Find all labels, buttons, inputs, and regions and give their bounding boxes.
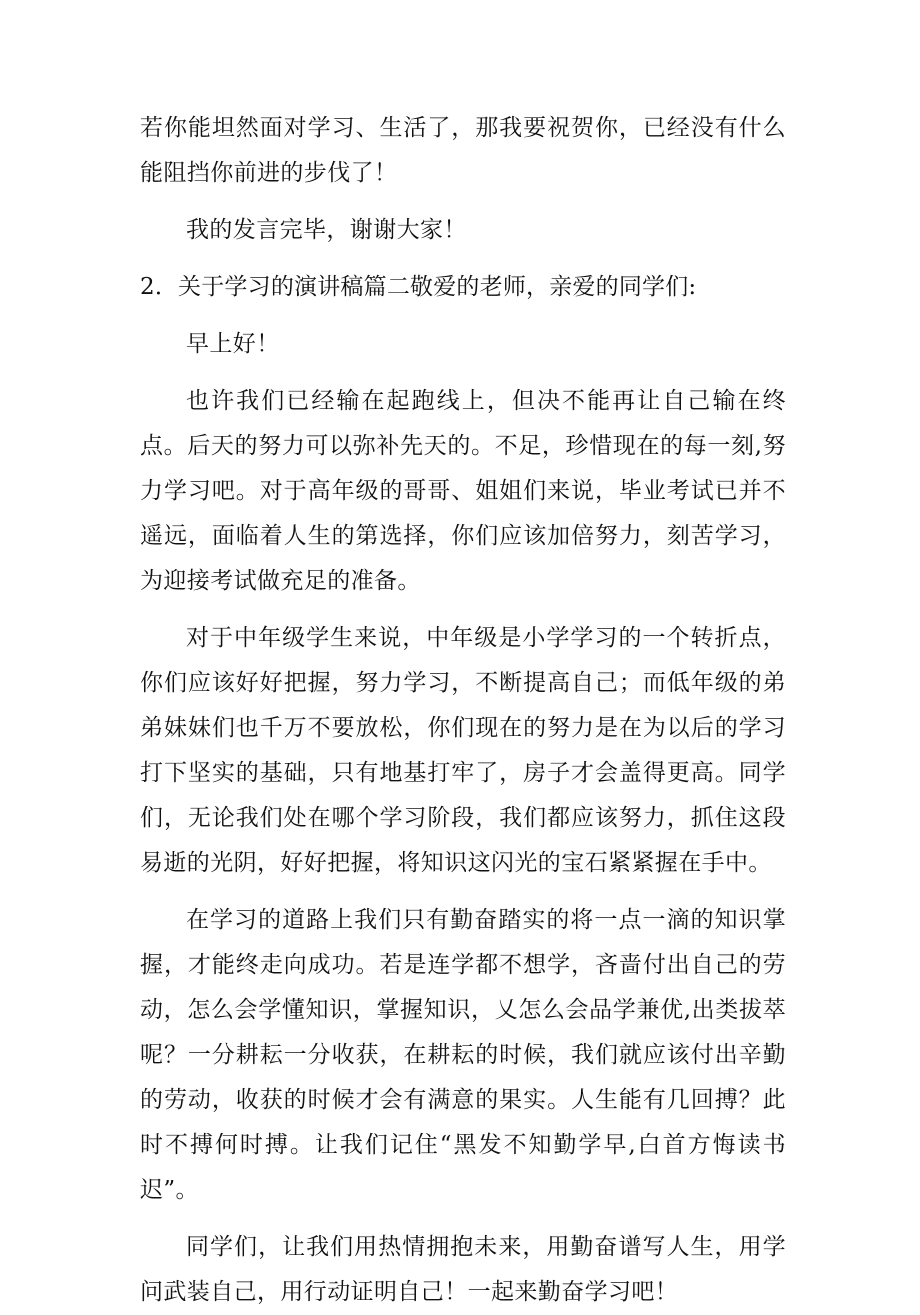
- section-heading: 2．关于学习的演讲稿篇二敬爱的老师，亲爱的同学们:: [140, 274, 697, 300]
- document-body: [140, 106, 786, 1315]
- paragraph-continuation: 若你能坦然面对学习、生活了，那我要祝贺你，已经没有什么能阻挡你前进的步伐了！: [140, 115, 786, 186]
- paragraph-body-2: 对于中年级学生来说，中年级是小学学习的一个转折点，你们应该好好把握，努力学习，不断提高自己；而低年级的弟弟妹妹们也千万不要放松，你们现在的努力是在为以后的学习打下坚实的基础，只有地基打牢了，房子才会盖得更高。同学们，无论我们处在哪个学习阶段，我们都应该努力，抓住这段易逝的光阴，好好把握，将知识这闪光的宝石紧紧握在手中。: [140, 625, 786, 876]
- paragraph-body-4: 同学们，让我们用热情拥抱未来，用勤奋谱写人生，用学问武装自己，用行动证明自己！一起来勤奋学习吧！: [140, 1234, 786, 1305]
- paragraph-body-3: 在学习的道路上我们只有勤奋踏实的将一点一滴的知识掌握，才能终走向成功。若是连学都不想学，吝啬付出自己的劳动，怎么会学懂知识，掌握知识，乂怎么会品学兼优,出类拔萃呢？一分耕耘一分收获，在耕耘的时候，我们就应该付出辛勤的劳动，收获的时候才会有满意的果实。人生能有几回搏？此时不搏何时搏。让我们记住“黑发不知勤学早,白首方悔读书迟”。: [140, 907, 786, 1203]
- paragraph-closing-remark: 我的发言完毕，谢谢大家！: [186, 217, 467, 243]
- paragraph-greeting: 早上好！: [186, 331, 280, 357]
- paragraph-body-1: 也许我们已经输在起跑线上，但决不能再让自己输在终点。后天的努力可以弥补先天的。不足，珍惜现在的每一刻,努力学习吧。对于高年级的哥哥、姐姐们来说，毕业考试已并不遥远，面临着人生的第选择，你们应该加倍努力，刻苦学习，为迎接考试做充足的准备。: [140, 388, 786, 594]
